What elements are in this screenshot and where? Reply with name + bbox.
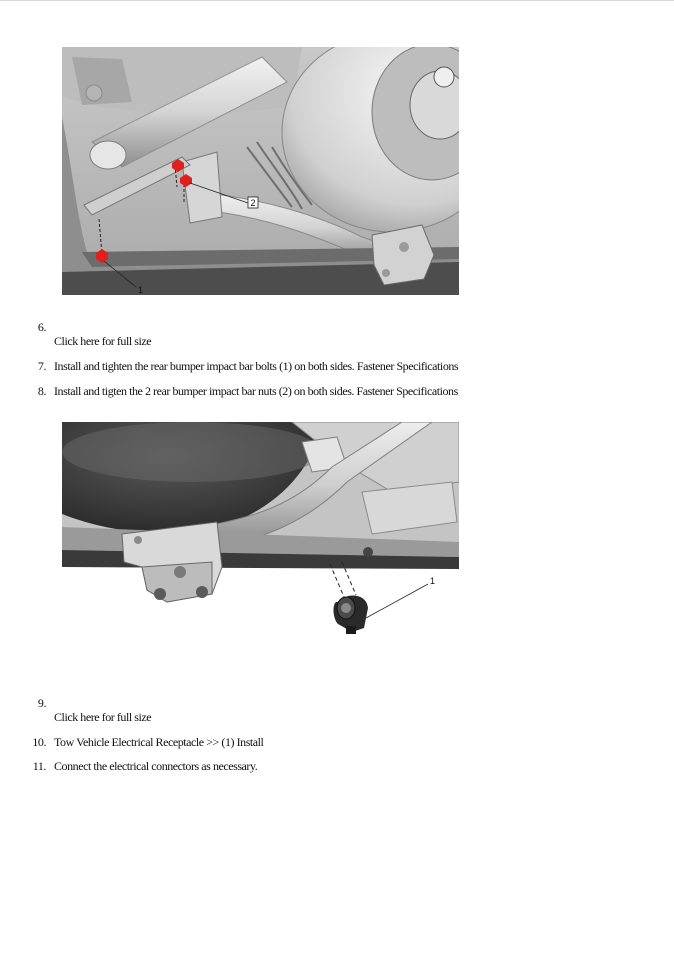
callout-label-1: 1 <box>138 285 144 295</box>
step-text: Install and tigten the 2 rear bumper impact bar nuts (2) on both sides. Fastener Specifications <box>54 384 458 398</box>
step-number: 8. <box>37 384 46 398</box>
step-text: Tow Vehicle Electrical Receptacle >> (1) Install <box>54 735 264 749</box>
link-label[interactable]: Click here for full size <box>54 710 152 724</box>
step-text: Install and tighten the rear bumper impact bar bolts (1) on both sides. Fastener Specifications <box>54 359 459 373</box>
step-number: 7. <box>37 359 46 373</box>
step-number: 11. <box>32 759 46 773</box>
step-number: 6. <box>37 320 46 334</box>
top-rule <box>0 0 674 1</box>
impact-bar-illustration <box>62 47 459 295</box>
step-number: 10. <box>32 735 46 749</box>
step-number: 9. <box>37 696 46 710</box>
tow-receptacle-illustration <box>62 422 459 640</box>
callout-label-1: 1 <box>430 576 436 586</box>
step-text: Connect the electrical connectors as necessary. <box>54 759 258 773</box>
link-label[interactable]: Click here for full size <box>54 334 152 348</box>
callout-label-2: 2 <box>250 198 256 208</box>
